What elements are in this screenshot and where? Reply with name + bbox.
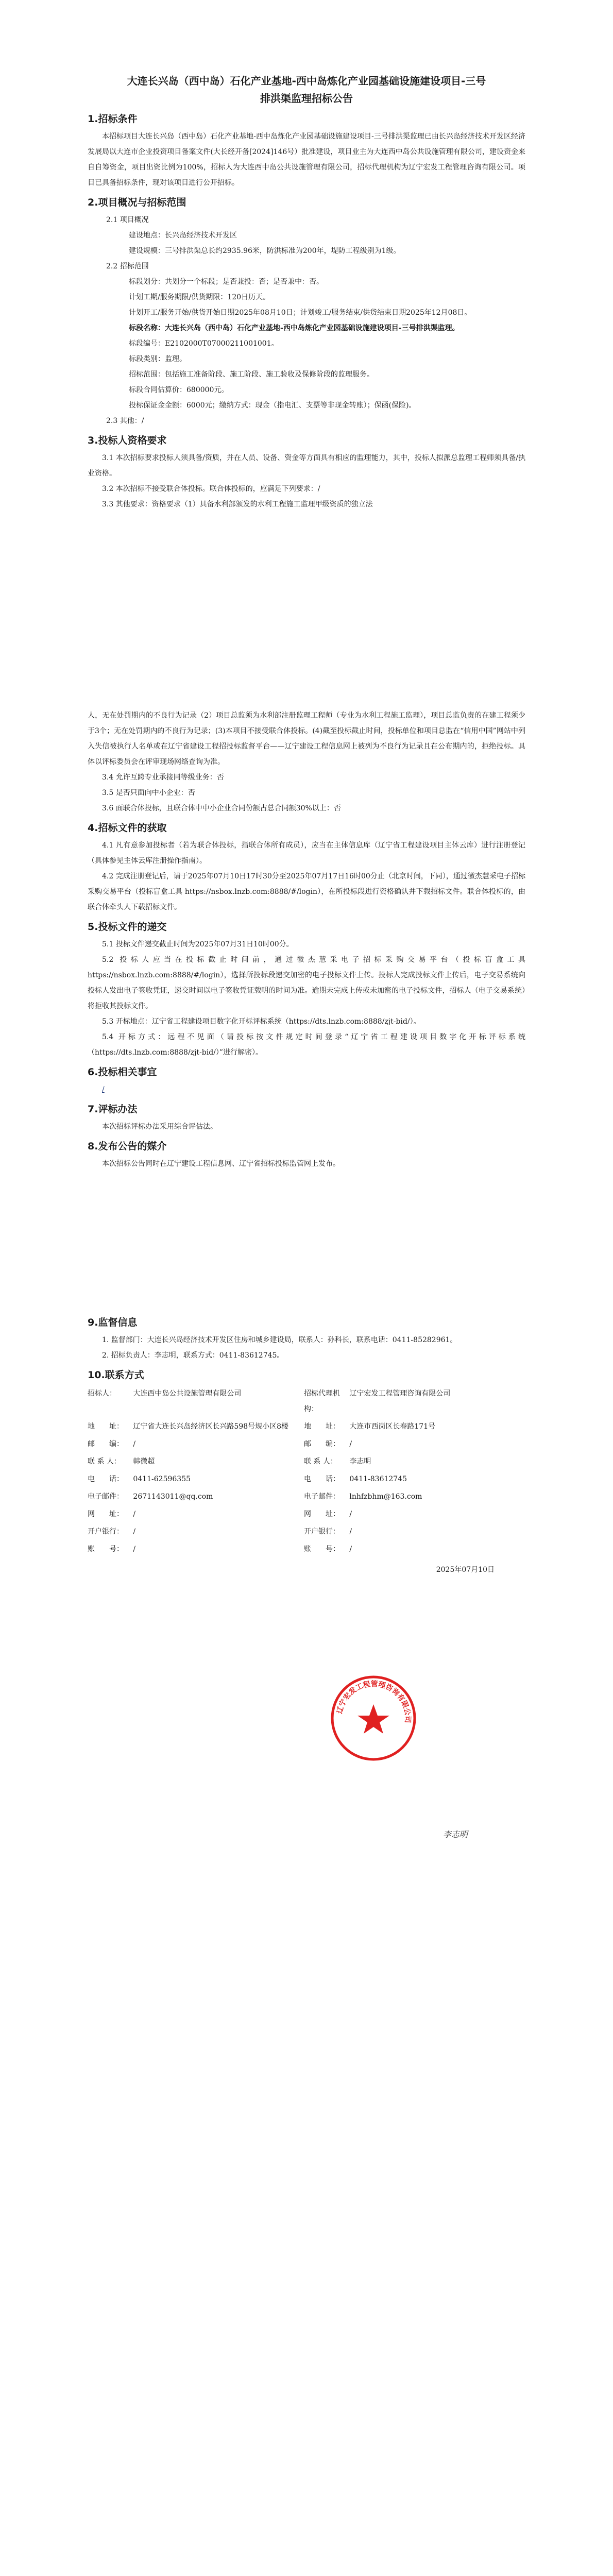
paragraph: 3.4 允许互跨专业承接同等级业务：否 <box>102 773 224 782</box>
paragraph: 2.2 招标范围 <box>106 262 149 270</box>
contact-row <box>88 1418 520 1435</box>
section-heading: 4.招标文件的获取 <box>88 822 167 834</box>
contact-value: / <box>133 1510 136 1518</box>
section-heading: 10.联系方式 <box>88 1369 144 1381</box>
paragraph: 4.2 完成注册登记后，请于2025年07月10日17时30分至2025年07月17日16时00分止（北京时间，下同），通过徽杰慧采电子招标采购交易平台（投标盲盒工具 https://nsbox.lnzb.com:8888/#/login），在所投标段进行资格确认并下载招标文件。联合体投标的，由联合体牵头人下载招标文件。 <box>88 872 525 911</box>
paragraph: 标段名称：大连长兴岛（西中岛）石化产业基地-西中岛炼化产业园基础设施建设项目-三号排洪渠监理。 <box>129 324 459 332</box>
contact-label: 招标代理机构： <box>303 1389 340 1413</box>
contact-label: 联 系 人： <box>88 1458 121 1466</box>
contact-label: 开户银行： <box>88 1528 124 1536</box>
contact-value: 辽宁省大连长兴岛经济区长兴路598号规小区8楼 <box>133 1422 289 1431</box>
paragraph: 3.3 其他要求：资格要求（1）具备水利部颁发的水利工程施工监理甲级资质的独立法 <box>102 500 373 509</box>
blank-space <box>88 1172 525 1311</box>
paragraph: 标段划分：共划分一个标段；是否兼投：否；是否兼中：否。 <box>129 278 323 286</box>
page-title: 大连长兴岛（西中岛）石化产业基地-西中岛炼化产业园基础设施建设项目-三号 排洪渠监理招标公告 <box>127 75 486 105</box>
contact-value: / <box>349 1528 352 1536</box>
stamp-text: 辽宁宏发工程管理咨询有限公司 <box>335 1680 412 1723</box>
section-heading: 1.招标条件 <box>88 113 138 125</box>
contact-label: 招标人： <box>88 1389 116 1398</box>
paragraph: 建设地点：长兴岛经济技术开发区 <box>129 231 237 240</box>
contact-value: 0411-62596355 <box>133 1475 191 1483</box>
official-stamp <box>330 1674 417 1762</box>
contact-value: 2671143011@qq.com <box>133 1493 213 1501</box>
section-heading: 7.评标办法 <box>88 1104 138 1115</box>
contact-label: 账 号： <box>88 1545 124 1553</box>
paragraph: 计划开工/服务开始/供货开始日期2025年08月10日；计划竣工/服务结束/供货结束日期2025年12月08日。 <box>129 309 472 317</box>
contact-value: 大连市西岗区长春路171号 <box>349 1422 436 1431</box>
contact-label: 邮 编： <box>88 1440 124 1448</box>
contact-label: 电子邮件： <box>88 1493 124 1501</box>
paragraph: 招标范围：包括施工准备阶段、施工阶段、施工验收及保修阶段的监理服务。 <box>129 370 374 379</box>
contact-value: 0411-83612745 <box>349 1475 407 1483</box>
paragraph: 3.1 本次招标要求投标人须具备/资质，并在人员、设备、资金等方面具有相应的监理能力，其中，投标人拟派总监理工程师须具备/执业资格。 <box>88 454 525 478</box>
contact-row <box>88 1505 520 1523</box>
contact-label: 网 址： <box>88 1510 124 1518</box>
section-heading: 8.发布公告的媒介 <box>88 1141 167 1152</box>
contact-label: 开户银行： <box>303 1528 340 1536</box>
paragraph: 5.4 开标方式：远程不见面（请投标按文件规定时间登录“辽宁省工程建设项目数字化开标评标系统（https://dts.lnzb.com:8888/zjt-bid/）”进行解密）。 <box>88 1033 525 1057</box>
contact-value: 大连西中岛公共设施管理有限公司 <box>133 1389 242 1398</box>
contact-value: / <box>349 1440 352 1448</box>
paragraph: 3.6 面联合体投标，且联合体中中小企业合同份额占总合同额30%以上：否 <box>102 804 341 812</box>
contact-value: 辽宁宏发工程管理咨询有限公司 <box>349 1389 451 1398</box>
paragraph: 2.1 项目概况 <box>106 216 149 224</box>
paragraph: 本招标项目大连长兴岛（西中岛）石化产业基地-西中岛炼化产业园基础设施建设项目-三号排洪渠监理已由长兴岛经济技术开发区经济发展局以大连市企业投资项目备案文件(大长经开备[2024]146号）批准建设，项目业主为大连西中岛公共设施管理有限公司，建设资金来自自筹资金，项目出资比例为100%，招标人为大连西中岛公共设施管理有限公司，招标代理机构为辽宁宏发工程管理咨询有限公司。项目已具备招标条件，现对该项目进行公开招标。 <box>88 132 525 187</box>
document <box>88 72 525 1578</box>
contact-value: / <box>133 1528 136 1536</box>
contact-value: / <box>349 1545 352 1553</box>
paragraph: 4.1 凡有意参加投标者（若为联合体投标，指联合体所有成员），应当在主体信息库（辽宁省工程建设项目主体云库）进行注册登记（具体参见主体云库注册操作指南）。 <box>88 841 525 865</box>
contact-label: 电子邮件： <box>303 1493 340 1501</box>
contact-row <box>88 1453 520 1470</box>
contact-value: lnhfzbhm@163.com <box>349 1493 422 1501</box>
contact-label: 电 话： <box>303 1475 340 1483</box>
signature: 李志明 <box>443 1829 468 1839</box>
paragraph: 人，无在处罚期内的不良行为记录（2）项目总监须为水利部注册监理工程师（专业为水利工程施工监理），项目总监负责的在建工程须少于3个；无在处罚期内的不良行为记录；(3)本项目不接受联合体投标。(4)截至投标截止时间，投标单位和项目总监在“信用中国”网站中列入失信被执行人名单或在辽宁省建设工程招投标监督平台——辽宁建设工程信息网上被列为不良行为记录且在公布期内的，拒绝投标。具体以评标委员会在评审现场网络查询为准。 <box>88 711 525 766</box>
paragraph: 计划工期/服务期限/供货期限：120日历天。 <box>129 293 270 301</box>
contact-row <box>88 1540 520 1558</box>
paragraph: 5.1 投标文件递交截止时间为2025年07月31日10时00分。 <box>102 940 294 948</box>
section-heading: 6.投标相关事宜 <box>88 1066 157 1078</box>
paragraph: 标段编号：E2102000T07000211001001。 <box>129 340 279 348</box>
contact-row <box>88 1435 520 1453</box>
paragraph: 本次招标公告同时在辽宁建设工程信息网、辽宁省招标投标监管网上发布。 <box>102 1160 340 1168</box>
contact-value: / <box>133 1440 136 1448</box>
contact-table <box>88 1385 520 1558</box>
paragraph: 2. 招标负责人：李志明，联系方式：0411-83612745。 <box>102 1351 284 1360</box>
paragraph: 投标保证金金额：6000元；缴纳方式：现金（指电汇、支票等非现金转账）；保函(保险)。 <box>129 401 416 410</box>
paragraph: 5.2 投标人应当在投标截止时间前，通过徽杰慧采电子招标采购交易平台（投标盲盒工具 https://nsbox.lnzb.com:8888/#/login），选择所投标段递交加密的电子投标文件上传。投标人完成投标文件上传后，电子交易系统向投标人发出电子签收凭证，递交时间以电子签收凭证载明的时间为准。逾期未完成上传或未加密的电子投标文件，招标人（电子交易系统）将拒收其投标文件。 <box>88 956 525 1010</box>
paragraph: 建设规模：三号排洪渠总长约2935.96米，防洪标准为200年，堤防工程级别为1级。 <box>129 247 401 255</box>
contact-label: 联 系 人： <box>303 1458 337 1466</box>
paragraph: 3.5 是否只面向中小企业：否 <box>102 789 195 797</box>
contact-row <box>88 1470 520 1488</box>
contact-row <box>88 1488 520 1505</box>
contact-value: / <box>133 1545 136 1553</box>
contact-value: 李志明 <box>349 1458 371 1466</box>
contact-label: 电 话： <box>88 1475 124 1483</box>
contact-row <box>88 1385 520 1418</box>
paragraph: 5.3 开标地点：辽宁省工程建设项目数字化开标评标系统（https://dts.lnzb.com:8888/zjt-bid/）。 <box>102 1018 421 1026</box>
contact-label: 网 址： <box>303 1510 340 1518</box>
contact-row <box>88 1523 520 1540</box>
contact-value: 韩微超 <box>133 1458 155 1466</box>
paragraph: 本次招标评标办法采用综合评估法。 <box>102 1123 217 1131</box>
contact-label: 地 址： <box>303 1422 340 1431</box>
section-heading: 2.项目概况与招标范围 <box>88 197 186 208</box>
paragraph: / <box>102 1086 105 1094</box>
contact-label: 邮 编： <box>303 1440 340 1448</box>
contact-label: 地 址： <box>88 1422 124 1431</box>
paragraph: 3.2 本次招标不接受联合体投标。联合体投标的，应满足下列要求：/ <box>102 485 320 493</box>
paragraph: 1. 监督部门：大连长兴岛经济技术开发区住房和城乡建设局，联系人：孙科长，联系电话：0411-85282961。 <box>102 1336 457 1344</box>
section-heading: 9.监督信息 <box>88 1317 138 1328</box>
contact-value: / <box>349 1510 352 1518</box>
paragraph: 2.3 其他：/ <box>106 417 144 425</box>
issue-date: 2025年07月10日 <box>436 1566 495 1574</box>
section-heading: 5.投标文件的递交 <box>88 921 167 933</box>
contact-label: 账 号： <box>303 1545 340 1553</box>
section-heading: 3.投标人资格要求 <box>88 435 167 446</box>
paragraph: 标段合同估算价：680000元。 <box>129 386 229 394</box>
blank-space <box>88 512 525 708</box>
paragraph: 标段类别：监理。 <box>129 355 186 363</box>
